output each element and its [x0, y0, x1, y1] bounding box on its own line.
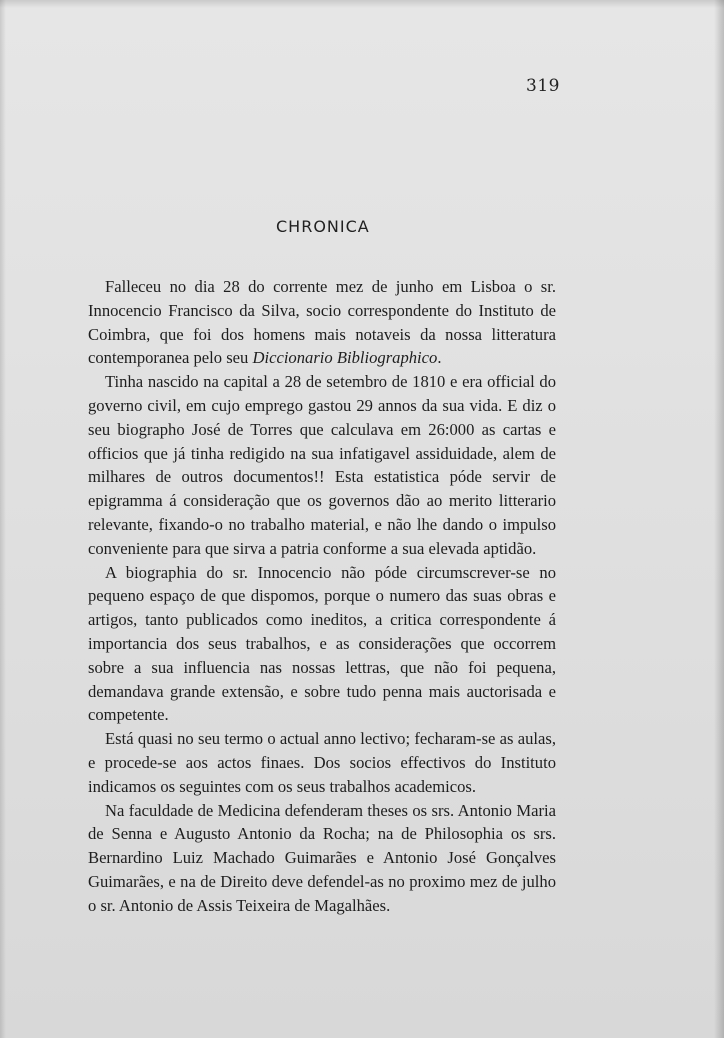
page-shadow-right — [714, 0, 724, 1038]
paragraph — [88, 275, 556, 370]
page-number: 319 — [526, 76, 560, 96]
paragraph: Tinha nascido na capital a 28 de setembro de 1810 e era official do governo civil, em cujo emprego gastou 29 annos da sua vida. E diz o seu biographo José de Torres que calculava em 26:000 as cartas e officios que já tinha redigido na sua infatigavel assiduidade, alem de milhares de outros documentos!! Esta estatistica póde servir de epigramma á consideração que os governos dão ao merito litterario relevante, fixando-o no trabalho material, e não lhe dando o impulso conveniente para que sirva a patria conforme a sua elevada aptidão. — [88, 372, 556, 558]
section-title: CHRONICA — [276, 217, 370, 236]
article-body — [88, 275, 556, 918]
paragraph-text: . — [437, 348, 442, 368]
book-title: Diccionario Bibliographico — [252, 348, 438, 368]
page-shadow-left — [0, 0, 6, 1038]
page-shadow-top — [0, 0, 724, 8]
paragraph: A biographia do sr. Innocencio não póde circumscrever-se no pequeno espaço de que dispomos, porque o numero das suas obras e artigos, tanto publicados como ineditos, a critica correspondente á importancia dos seus trabalhos, e as considerações que occorrem sobre a sua influencia nas nossas lettras, que não foi pequena, demandava grande extensão, e sobre tudo penna mais auctorisada e competente. — [88, 562, 556, 725]
paragraph: Na faculdade de Medicina defenderam theses os srs. Antonio Maria de Senna e Augusto Antonio da Rocha; na de Philosophia os srs. Bernardino Luiz Machado Guimarães e Antonio José Gonçalves Guimarães, e na de Direito deve defendel-as no proximo mez de julho o sr. Antonio de Assis Teixeira de Magalhães. — [88, 800, 556, 915]
paragraph-text: Falleceu no dia 28 do corrente mez de junho em Lisboa o sr. Innocencio Francisco da Silva, socio correspondente do Instituto de Coimbra, que foi dos homens mais notaveis da nossa litteratura contemporanea pelo seu — [88, 277, 556, 368]
paragraph: Está quasi no seu termo o actual anno lectivo; fecharam-se as aulas, e procede-se aos actos finaes. Dos socios effectivos do Instituto indicamos os seguintes com os seus trabalhos academicos. — [88, 729, 556, 796]
